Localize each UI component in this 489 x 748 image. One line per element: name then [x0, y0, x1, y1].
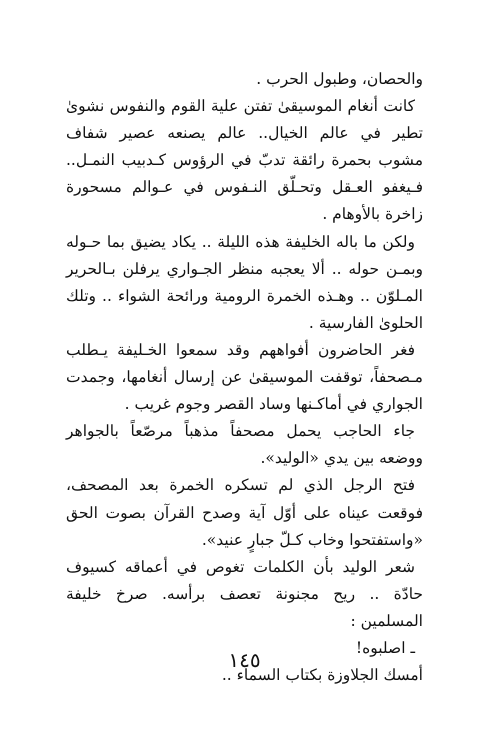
paragraph: جاء الحاجب يحمل مصحفاً مذهباً مرصّعاً بالجواهر ووضعه بين يدي «الوليد».	[66, 422, 423, 468]
body-text	[66, 66, 423, 689]
paragraph: والحصان، وطبول الحرب .	[256, 70, 423, 88]
paragraph: ولكن ما باله الخليفة هذه الليلة .. يكاد يضيق بما حـوله وبمـن حوله .. ألا يعجبه منظر الجـواري يرفلن بـالحرير المـلوّن .. وهـذه الخمرة الرومية ورائحة الشواء .. وتلك الحلوىٰ الفارسية .	[66, 232, 423, 332]
paragraph: فغر الحاضرون أفواههم وقد سمعوا الخـليفة يـطلب مـصحفاً، توقفت الموسيقىٰ عن إرسال أنغامها، وجمدت الجواري في أماكـنها وساد القصر وجوم غريب .	[66, 340, 423, 414]
page-number: ١٤٥	[228, 648, 261, 672]
paragraph: فتح الرجل الذي لم تسكره الخمرة بعد المصحف، فوقعت عيناه على أوّل آية وصدح القرآن بصوت الحق «واستفتحوا وخاب كـلّ جبارٍ عنيد».	[66, 476, 423, 549]
paragraph: كانت أنغام الموسيقىٰ تفتن علية القوم والنفوس نشوىٰ تطير في عالم الخيال.. عالم يصنعه عصير شفاف مشوب بحمرة رائقة تدبّ في الرؤوس كـدبيب النمـل.. فـيغفو العـقل وتحـلّق النـفوس في عـوالم مسحورة زاخرة بالأوهام .	[66, 97, 423, 224]
paragraph: شعر الوليد بأن الكلمات تغوص في أعماقه كسيوف حادّة .. ريح مجنونة تعصف برأسه. صرخ خليفة المسلمين :	[66, 557, 423, 630]
paragraph: أمسك الجلاوزة بكتاب السماء ..	[221, 666, 423, 685]
paragraph: ـ اصلبوه!	[355, 638, 415, 657]
